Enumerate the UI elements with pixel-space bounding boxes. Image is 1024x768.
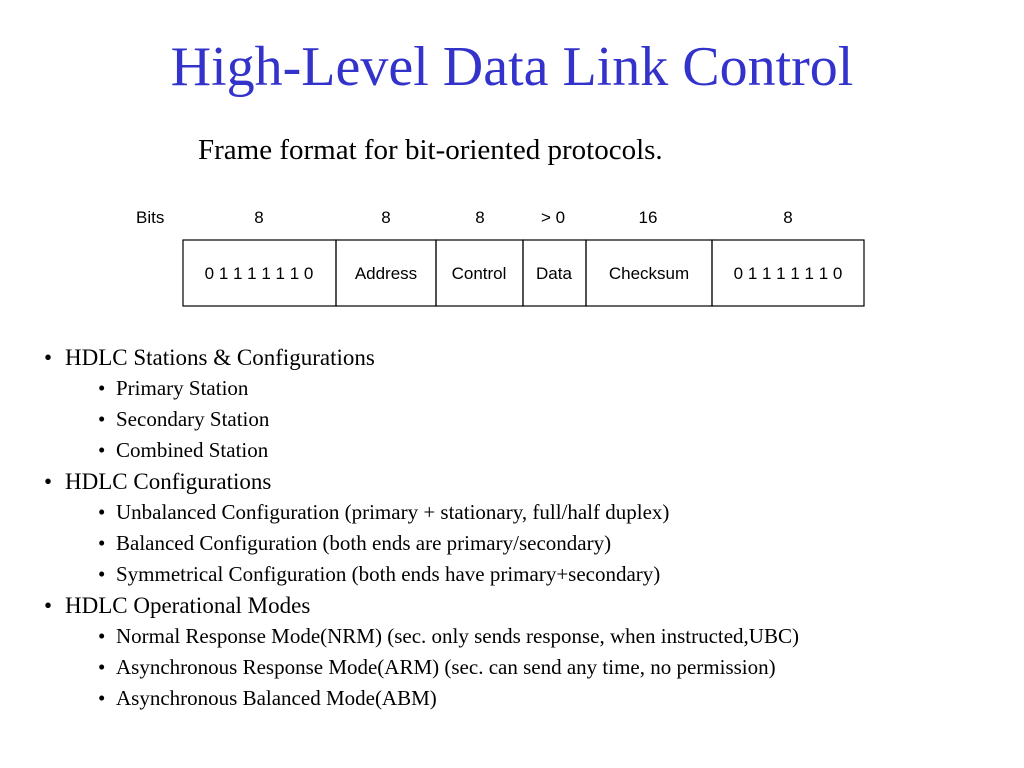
sub-bullet-item: • Balanced Configuration (both ends are primary/secondary) [44, 528, 1004, 559]
field-bits-checksum: 16 [638, 208, 658, 227]
frame-format-diagram [0, 0, 1024, 340]
field-label-checksum: Checksum [608, 264, 690, 283]
sub-bullet-item: • Asynchronous Response Mode(ARM) (sec. can send any time, no permission) [44, 652, 1004, 683]
sub-bullet-item: • Unbalanced Configuration (primary + stationary, full/half duplex) [44, 497, 1004, 528]
sub-bullet-item: • Primary Station [44, 373, 1004, 404]
sub-bullet-item: • Normal Response Mode(NRM) (sec. only sends response, when instructed,UBC) [44, 621, 1004, 652]
bullet-item: • HDLC Stations & Configurations [44, 342, 1004, 373]
bullet-item: • HDLC Operational Modes [44, 590, 1004, 621]
field-bits-data: > 0 [540, 208, 566, 227]
field-label-flag-end: 0 1 1 1 1 1 1 0 [733, 264, 843, 283]
bullet-item: • HDLC Configurations [44, 466, 1004, 497]
field-label-flag-start: 0 1 1 1 1 1 1 0 [204, 264, 314, 283]
bits-label: Bits [136, 208, 165, 227]
sub-bullet-item: • Asynchronous Balanced Mode(ABM) [44, 683, 1004, 714]
field-label-control: Control [451, 264, 507, 283]
field-bits-control: 8 [475, 208, 485, 227]
sub-bullet-item: • Secondary Station [44, 404, 1004, 435]
field-bits-address: 8 [381, 208, 391, 227]
sub-bullet-item: • Combined Station [44, 435, 1004, 466]
field-bits-flag-end: 8 [783, 208, 793, 227]
field-bits-flag-start: 8 [254, 208, 264, 227]
slide-title: High-Level Data Link Control [170, 36, 854, 98]
field-label-data: Data [536, 264, 572, 283]
field-label-address: Address [354, 264, 418, 283]
bullet-list [44, 342, 1004, 714]
sub-bullet-item: • Symmetrical Configuration (both ends have primary+secondary) [44, 559, 1004, 590]
slide-subtitle: Frame format for bit-oriented protocols. [198, 134, 663, 166]
